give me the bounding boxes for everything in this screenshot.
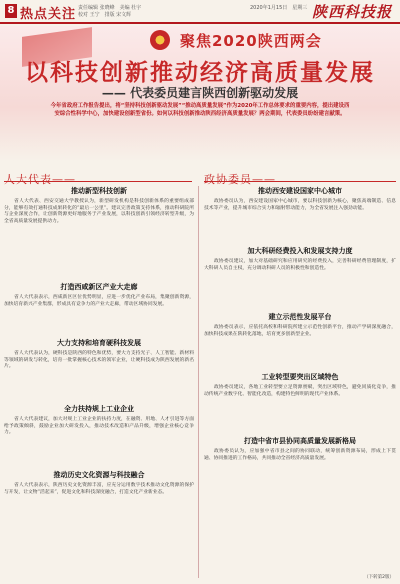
article-body: 政协委员建议，加大对基础研究和应用研究的经费投入，完善科研经费管理制度，扩大科研人员自主权，充分调动科研人员的积极性和创造性。 [204, 259, 396, 271]
column-header-cppcc [204, 168, 396, 186]
main-headline: 以科技创新推动经济高质量发展 [25, 60, 375, 86]
editor-credits: 责任编辑 张晓峰 美编 杜宇 校对 王宁 排版 宋文辉 [78, 5, 142, 18]
article-body: 省人大代表表示，陕西历史文化资源丰富，应充分运用数字技术推动文化资源的保护与开发，让文物“活起来”，促进文化和科技深度融合，打造文化产业新业态。 [4, 483, 194, 495]
article [204, 312, 396, 368]
dateline: 2020年1月15日 星期三 [250, 5, 308, 11]
article [4, 470, 194, 576]
lede-paragraph: 今年省政府工作报告提出，将“坚持科技创新驱动发展”“推动高质量发展”作为2020年工作总体要求的重要内容，提出建设西安综合性科学中心，加快建设创新型省份。如何以科技创新推动陕西经济高质量发展？两会期间，代表委员纷纷建言献策。 [50, 103, 350, 117]
article-title: 加大科研经费投入和发展支持力度 [247, 247, 353, 255]
article-body: 政协委员认为，应加强中省市县之间的协同联动，统筹创新资源布局，形成上下贯通、协同推进的工作格局，共同推动全省经济高质量发展。 [204, 449, 396, 461]
article-title: 工业转型要突出区域特色 [261, 373, 339, 381]
article [4, 404, 194, 466]
article-title: 推动历史文化资源与科技融合 [53, 471, 145, 479]
emblem-icon [150, 30, 170, 50]
article [204, 186, 396, 242]
section-title: 热点关注 [20, 7, 77, 22]
article [4, 338, 194, 400]
column-header-label: 人大代表—— [4, 173, 76, 186]
article-body: 省人大代表表示，西咸新区区位优势明显，应进一步优化产业布局，集聚创新资源，加快培育新兴产业集群，形成具有竞争力的产业大走廊，带动区域协同发展。 [4, 295, 194, 307]
feature-banner [0, 26, 400, 162]
article [204, 372, 396, 432]
column-header-label: 政协委员—— [204, 173, 276, 186]
article-title: 大力支持和培育硬科技发展 [57, 339, 141, 347]
article-title: 打造中省市县协同高质量发展新格局 [244, 437, 356, 445]
banner-tag: 聚焦2020陕西两会 [180, 32, 322, 50]
article-body: 省人大代表认为，硬科技是陕西的特色和优势，要大力支持光子、人工智能、新材料等领域的研发与转化，培育一批掌握核心技术的领军企业，让硬科技成为陕西发展的新名片。 [4, 351, 194, 370]
article-title: 推动西安建设国家中心城市 [258, 187, 342, 195]
column-header-npc [4, 168, 192, 186]
article-body: 政协委员建议，各地工业转型要立足资源禀赋，突出区域特色，避免同质化竞争，推动传统产业数字化、智能化改造，构建特色鲜明的现代产业体系。 [204, 385, 396, 397]
article-body: 政协委员表示，应依托高校和科研院所建立示范性创新平台，推动产学研深度融合，加快科技成果在陕转化落地，培育更多创新型企业。 [204, 325, 396, 337]
masthead [0, 0, 400, 24]
article [4, 186, 194, 278]
sub-headline: —— 代表委员建言陕西创新驱动发展 [101, 86, 299, 100]
article [4, 282, 194, 334]
article-title: 全力扶持规上工业企业 [64, 405, 134, 413]
article-body: 省人大代表建议，加大对规上工业企业的扶持力度，在融资、用地、人才引进等方面给予政策倾斜，鼓励企业加大研发投入，推动技术改造和产品升级，增强企业核心竞争力。 [4, 417, 194, 436]
article [204, 246, 396, 306]
article [204, 436, 396, 566]
article-title: 推动新型科技创新 [71, 187, 127, 195]
continuation-note: （下转第2版） [364, 575, 394, 580]
article-body: 省人大代表、西安交通大学教授认为，新型研发机构是科技创新体系的重要组成部分，能够有效打通科技成果转化的“最后一公里”。建议完善政策支持体系，推动科研院所与企业深度合作，让创新资源更好地服务于产业发展，以科技创新引领经济转型升级，为全省高质量发展提供动力。 [4, 199, 194, 224]
column-divider [198, 186, 199, 578]
article-title: 建立示范性发展平台 [268, 313, 332, 321]
newspaper-brand: 陕西科技报 [311, 3, 392, 21]
page-number: 8 [5, 4, 17, 18]
article-body: 政协委员认为，西安建设国家中心城市，要以科技创新为核心，聚焦高端制造、信息技术等产业，提升城市综合实力和辐射带动能力，为全省发展注入强劲动能。 [204, 199, 396, 211]
article-title: 打造西咸新区产业大走廊 [60, 283, 138, 291]
